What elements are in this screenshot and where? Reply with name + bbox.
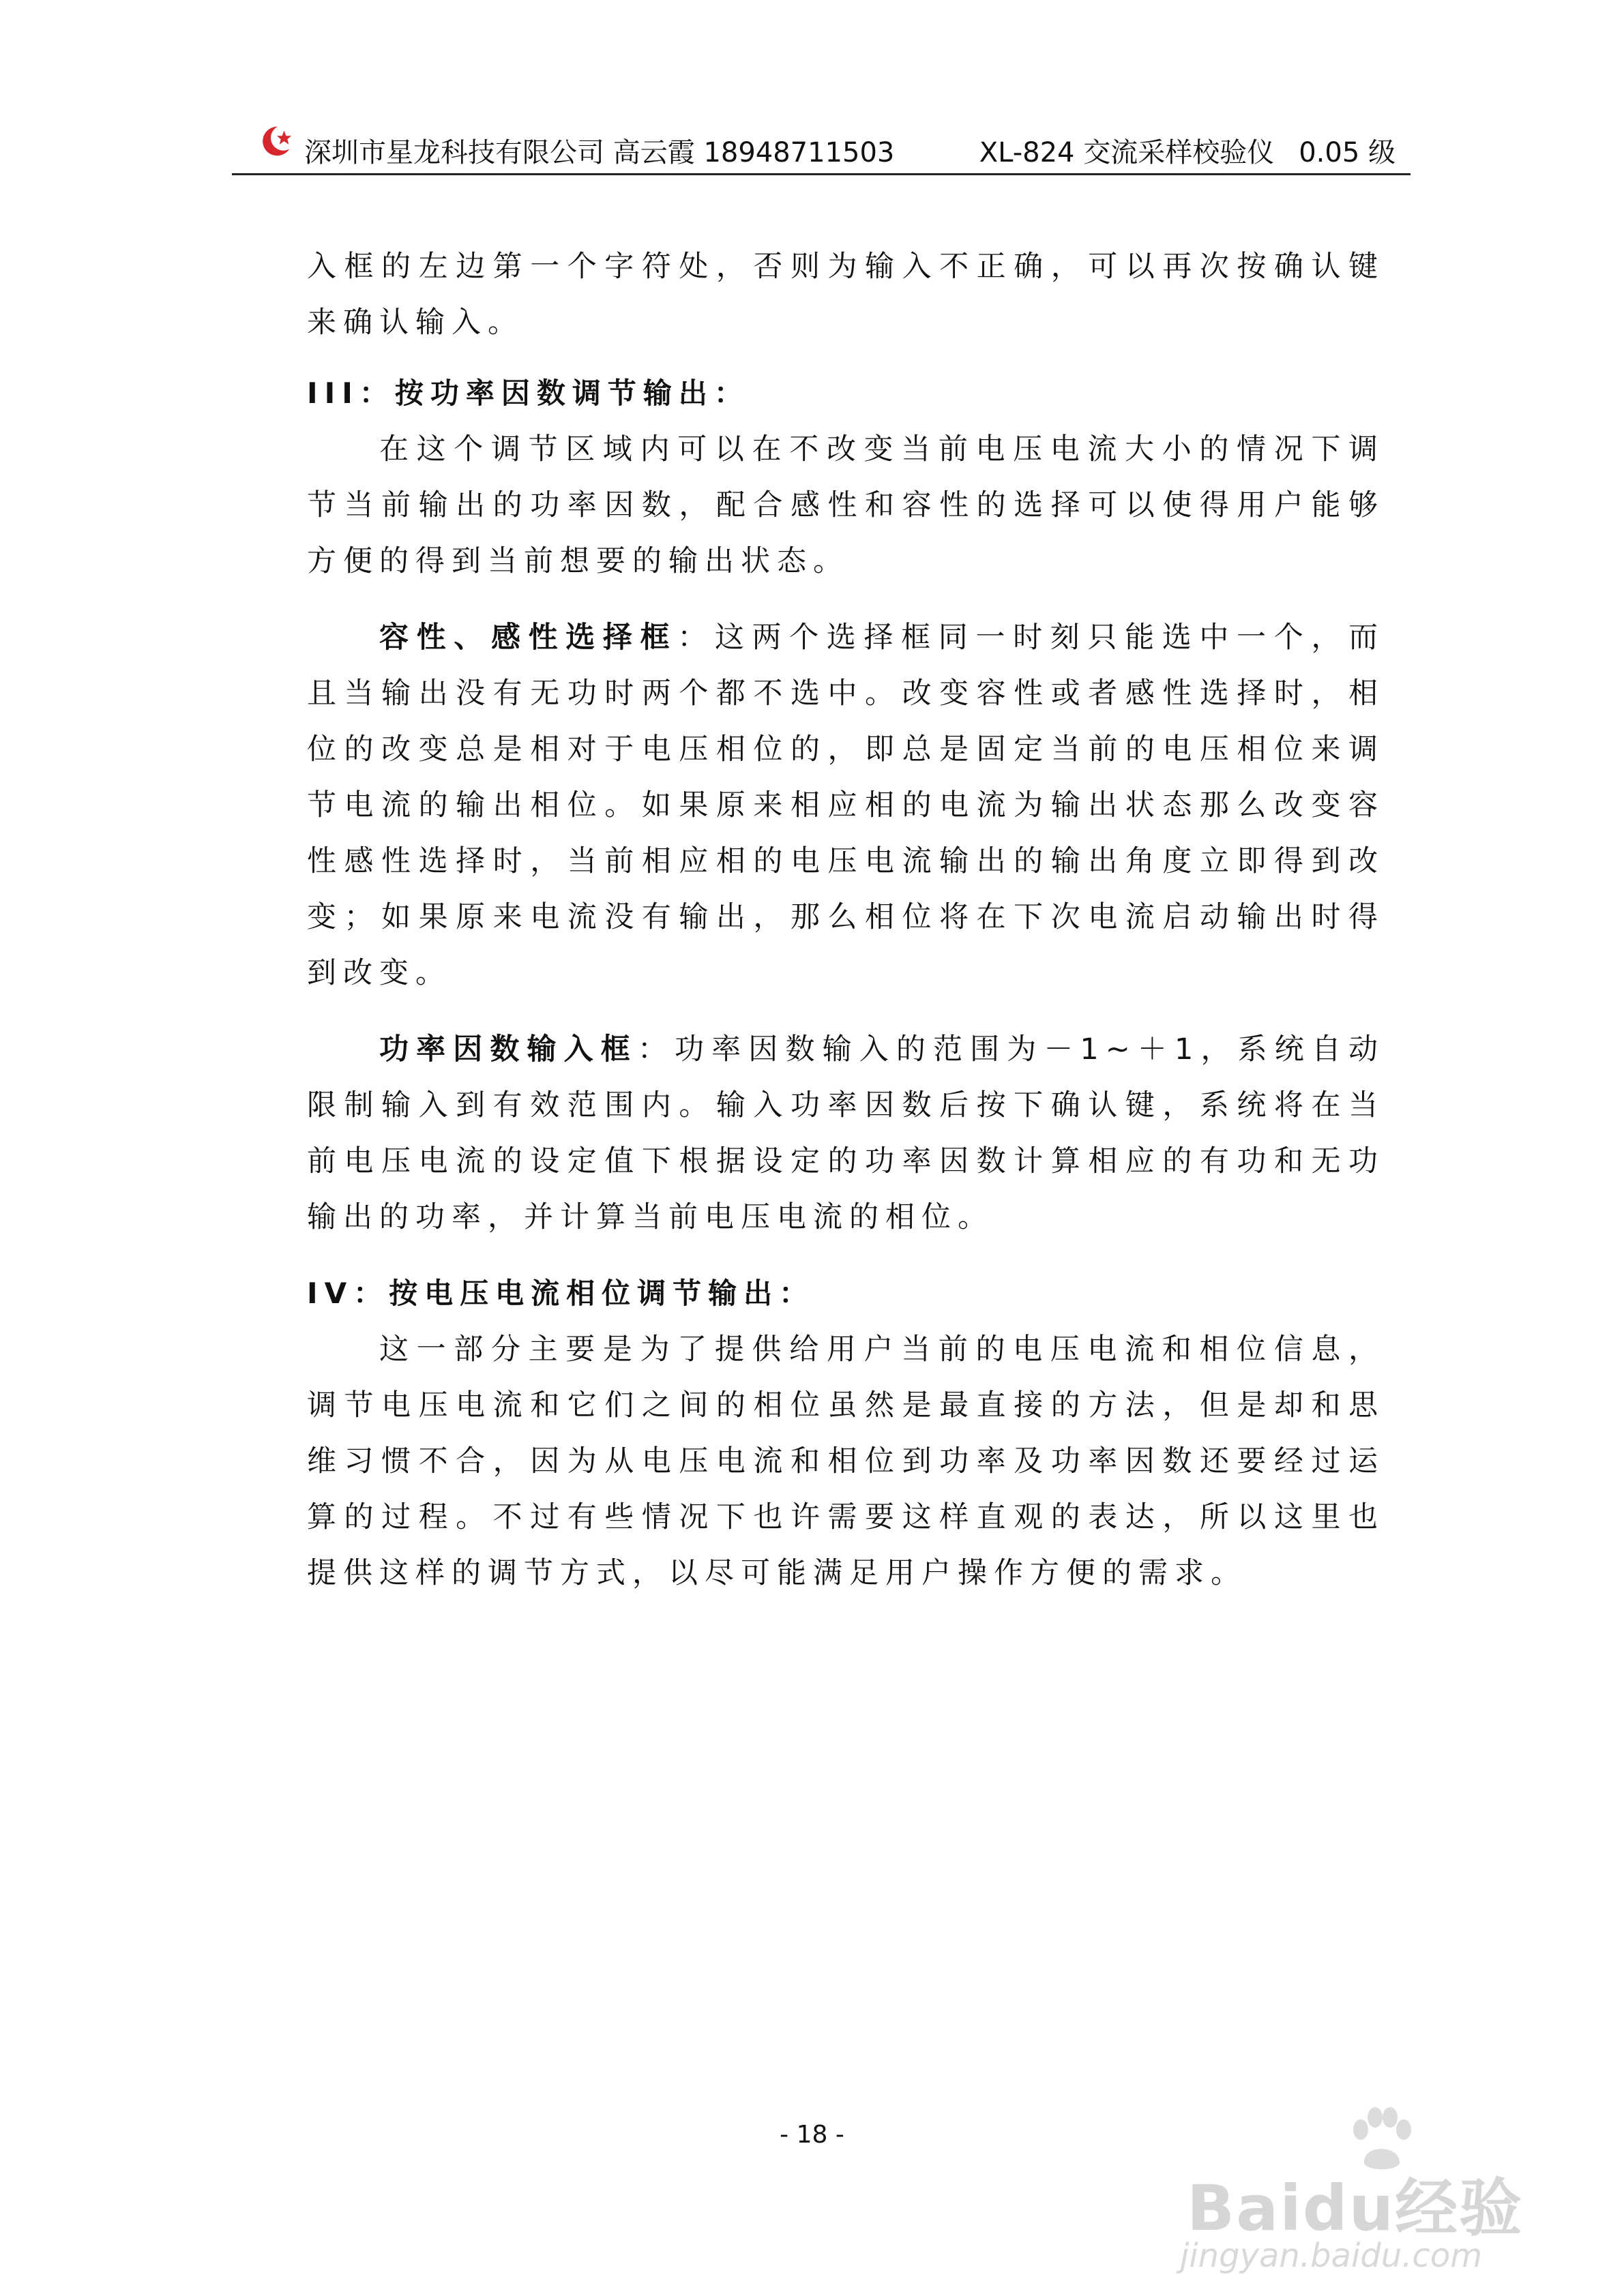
- company-name: 深圳市星龙科技有限公司: [304, 137, 604, 168]
- term-capacitive-inductive-box: 容性、感性选择框: [379, 621, 678, 655]
- page-number: - 18 -: [780, 2121, 844, 2149]
- contact-phone: 18948711503: [703, 137, 895, 168]
- star-crescent-logo-icon: [255, 121, 295, 161]
- paragraph-continuation: 入框的左边第一个字符处，否则为输入不正确，可以再次按确认键来确认输入。: [307, 250, 1385, 340]
- term-power-factor-input-box: 功率因数输入框: [379, 1032, 638, 1067]
- contact-name: 高云霞: [612, 137, 695, 168]
- product-model: XL-824: [979, 137, 1075, 168]
- product-grade: 0.05 级: [1299, 137, 1396, 168]
- page-header: [232, 116, 1411, 175]
- paragraph-phase-adjust: 这一部分主要是为了提供给用户当前的电压电流和相位信息，调节电压电流和它们之间的相位虽然是最直接的方法，但是却和思维习惯不合，因为从电压电流和相位到功率及功率因数还要经过运算的过程。不过有些情况下也许需要这样直观的表达，所以这里也提供这样的调节方式，以尽可能满足用户操作方便的需求。: [307, 1332, 1385, 1590]
- header-company-line: [304, 131, 894, 170]
- paragraph-power-factor-input: [307, 1022, 1385, 1245]
- baidu-watermark: [1160, 2104, 1596, 2274]
- watermark-url: jingyan.baidu.com: [1180, 2237, 1482, 2275]
- paragraph-text: ：这两个选择框同一时刻只能选中一个，而且当输出没有无功时两个都不选中。改变容性或者感性选择时，相位的改变总是相对于电压相位的，即总是固定当前的电压相位来调节电流的输出相位。如果原来相应相的电流为输出状态那么改变容性感性选择时，当前相应相的电压电流输出的输出角度立即得到改变；如果原来电流没有输出，那么相位将在下次电流启动输出时得到改变。: [307, 621, 1385, 990]
- section-heading-3: III：按功率因数调节输出：: [307, 376, 750, 410]
- watermark-brand: Baidu经验: [1187, 2172, 1524, 2245]
- paragraph-text: ：功率因数输入的范围为－1~＋1，系统自动限制输入到有效范围内。输入功率因数后按下确认键，系统将在当前电压电流的设定值下根据设定的功率因数计算相应的有功和无功输出的功率，并计算当前电压电流的相位。: [307, 1032, 1385, 1234]
- paragraph-power-factor-intro: 在这个调节区域内可以在不改变当前电压电流大小的情况下调节当前输出的功率因数，配合感性和容性的选择可以使得用户能够方便的得到当前想要的输出状态。: [307, 432, 1385, 578]
- product-name: 交流采样校验仪: [1083, 137, 1275, 168]
- header-product-line: [979, 131, 1396, 170]
- document-body: [307, 239, 1385, 1622]
- section-heading-4: IV：按电压电流相位调节输出：: [307, 1277, 815, 1310]
- paragraph-capacitive-inductive: [307, 610, 1385, 1001]
